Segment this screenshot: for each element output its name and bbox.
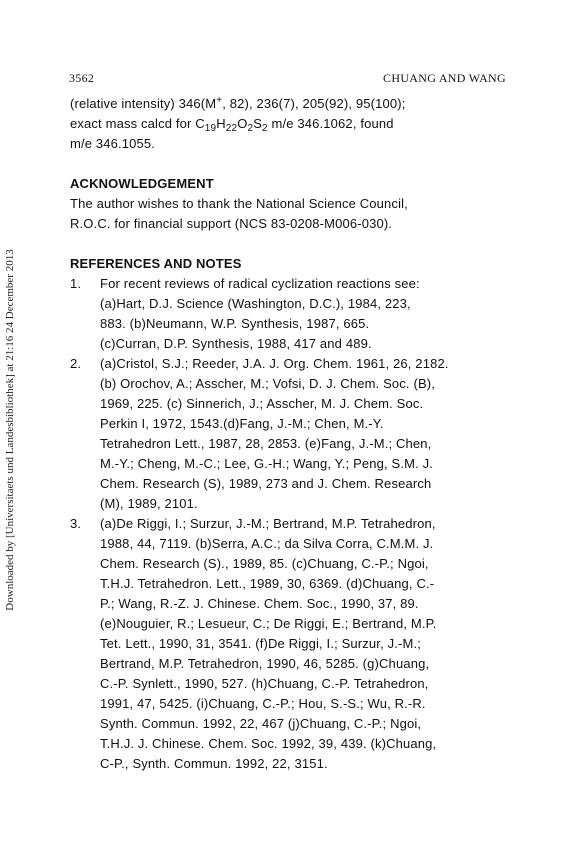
- reference-text: [100, 274, 520, 354]
- intro-line-3: m/e 346.1055.: [70, 136, 156, 151]
- reference-line: Tetrahedron Lett., 1987, 28, 2853. (e)Fang, J.-M.; Chen,: [100, 436, 432, 451]
- reference-number: 1.: [70, 276, 82, 291]
- reference-line: (e)Nouguier, R.; Lesueur, C.; De Riggi, E.; Bertrand, M.P.: [100, 616, 437, 631]
- reference-line: Chem. Research (S), 1989, 273 and J. Chem. Research: [100, 476, 432, 491]
- reference-line: C.-P. Synlett., 1990, 527. (h)Chuang, C.-P. Tetrahedron,: [100, 676, 429, 691]
- running-title: CHUANG AND WANG: [383, 71, 506, 85]
- reference-line: Tet. Lett., 1990, 31, 3541. (f)De Riggi, I.; Surzur, J.-M.;: [100, 636, 421, 651]
- reference-line: (c)Curran, D.P. Synthesis, 1988, 417 and 489.: [100, 336, 372, 351]
- reference-line: M.-Y.; Cheng, M.-C.; Lee, G.-H.; Wang, Y.; Peng, S.M. J.: [100, 456, 434, 471]
- reference-line: (a)Cristol, S.J.; Reeder, J.A. J. Org. Chem. 1961, 26, 2182.: [100, 356, 449, 371]
- reference-number: 3.: [70, 516, 82, 531]
- reference-item: [70, 514, 520, 774]
- acknowledgement-line: The author wishes to thank the National Science Council,: [70, 196, 408, 211]
- reference-line: C-P., Synth. Commun. 1992, 22, 3151.: [100, 756, 328, 771]
- reference-line: T.H.J. Tetrahedron. Lett., 1989, 30, 6369. (d)Chuang, C.-: [100, 576, 435, 591]
- reference-line: Bertrand, M.P. Tetrahedron, 1990, 46, 5285. (g)Chuang,: [100, 656, 430, 671]
- download-watermark: [4, 190, 16, 670]
- intro-line-2: exact mass calcd for $C_{19}H_{22}O_2S_2$ m/e 346.1062, found: [70, 116, 394, 134]
- reference-line: 883. (b)Neumann, W.P. Synthesis, 1987, 665.: [100, 316, 370, 331]
- acknowledgement-line: R.O.C. for financial support (NCS 83-0208-M006-030).: [70, 216, 393, 231]
- reference-line: 1969, 225. (c) Sinnerich, J.; Asscher, M. J. Chem. Soc.: [100, 396, 424, 411]
- reference-line: For recent reviews of radical cyclization reactions see:: [100, 276, 420, 291]
- reference-line: Chem. Research (S)., 1989, 85. (c)Chuang, C.-P.; Ngoi,: [100, 556, 429, 571]
- reference-line: Perkin I, 1972, 1543.(d)Fang, J.-M.; Chen, M.-Y.: [100, 416, 384, 431]
- reference-line: (b) Orochov, A.; Asscher, M.; Vofsi, D. J. Chem. Soc. (B),: [100, 376, 436, 391]
- reference-text: [100, 514, 520, 774]
- reference-text: [100, 354, 520, 514]
- download-note: Downloaded by [Universitaets und Landesbibliothek] at 21:16 24 December 2013: [4, 249, 16, 611]
- reference-line: T.H.J. J. Chinese. Chem. Soc. 1992, 39, 439. (k)Chuang,: [100, 736, 437, 751]
- references-heading: REFERENCES AND NOTES: [70, 256, 242, 271]
- reference-line: P.; Wang, R.-Z. J. Chinese. Chem. Soc., 1990, 37, 89.: [100, 596, 419, 611]
- intro-line-1: (relative intensity) 346(M+, 82), 236(7), 205(92), 95(100);: [70, 95, 406, 111]
- page-body: [70, 94, 520, 774]
- reference-line: (a)Hart, D.J. Science (Washington, D.C.), 1984, 223,: [100, 296, 411, 311]
- reference-line: 1988, 44, 7119. (b)Serra, A.C.; da Silva Corra, C.M.M. J.: [100, 536, 434, 551]
- reference-number: 2.: [70, 356, 82, 371]
- reference-line: 1991, 47, 5425. (i)Chuang, C.-P.; Hou, S.-S.; Wu, R.-R.: [100, 696, 426, 711]
- references-list: [70, 274, 520, 774]
- reference-line: (a)De Riggi, I.; Surzur, J.-M.; Bertrand, M.P. Tetrahedron,: [100, 516, 436, 531]
- reference-item: [70, 354, 520, 514]
- reference-line: Synth. Commun. 1992, 22, 467 (j)Chuang, C.-P.; Ngoi,: [100, 716, 422, 731]
- acknowledgement-heading: ACKNOWLEDGEMENT: [70, 176, 214, 191]
- page-number: 3562: [69, 71, 95, 85]
- reference-line: (M), 1989, 2101.: [100, 496, 198, 511]
- reference-item: [70, 274, 520, 354]
